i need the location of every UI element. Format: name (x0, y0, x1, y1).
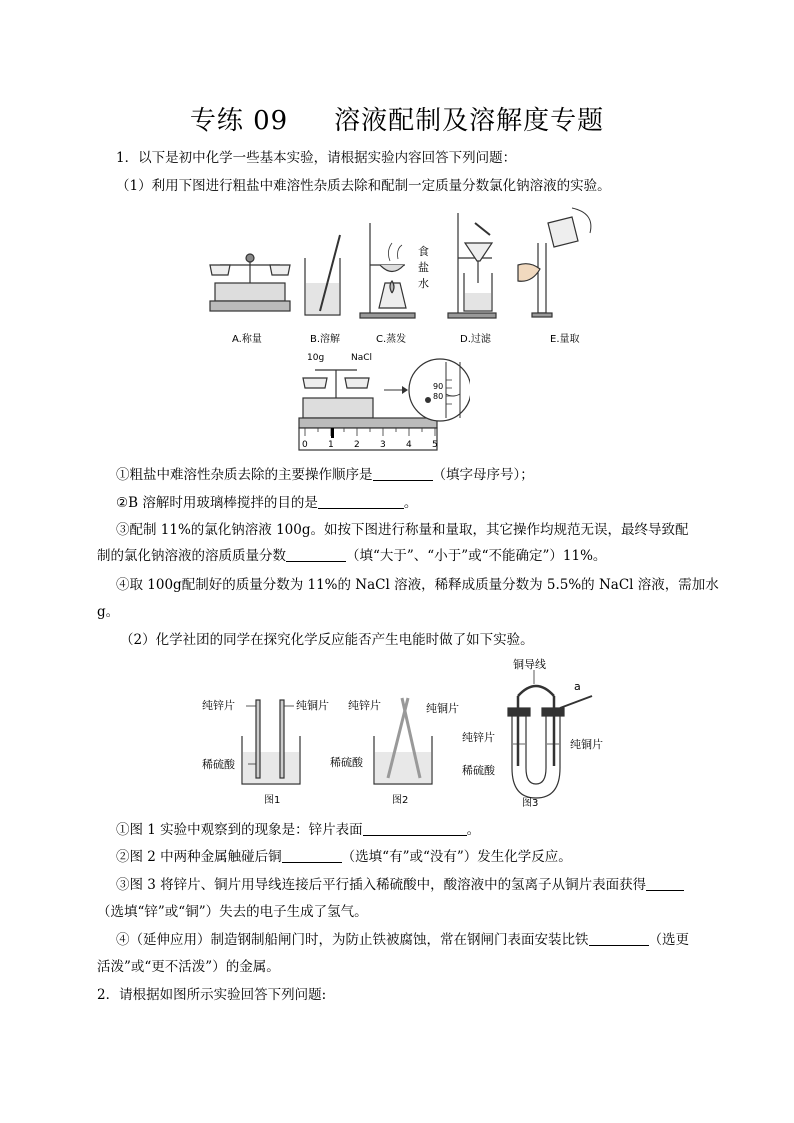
answer-blank-4[interactable] (363, 821, 467, 836)
label-filter: D.过滤 (460, 334, 491, 345)
weight-label: 10g (307, 353, 325, 363)
fig3-copper-label: 纯铜片 (570, 738, 603, 751)
q1-t3a (116, 876, 684, 894)
answer-blank-5[interactable] (282, 848, 342, 863)
salt-water-char-3: 水 (418, 277, 429, 290)
measuring-illustration (518, 208, 591, 317)
figure-apparatus-row (200, 203, 600, 353)
q1-t3b: （选填“锌”或“铜”）失去的电子生成了氢气。 (97, 904, 368, 920)
s1-text-a: ①粗盐中难溶性杂质去除的主要操作顺序是 (116, 467, 373, 483)
balance-illustration (210, 254, 290, 311)
t2-text-b: （选填“有”或“没有”）发生化学反应。 (341, 849, 572, 865)
fig3-acid-label: 稀硫酸 (462, 764, 495, 777)
ruler-0: 0 (302, 440, 308, 450)
figure-cylinder-reading (380, 350, 470, 430)
nacl-label: NaCl (351, 353, 373, 363)
fig2-zinc-label: 纯锌片 (348, 699, 381, 712)
answer-blank-3[interactable] (286, 547, 346, 562)
q1-s2 (116, 494, 417, 512)
ruler-5: 5 (432, 440, 438, 450)
label-measure: E.量取 (550, 334, 580, 345)
salt-water-char-2: 盐 (418, 261, 429, 274)
q1-stem: 1．以下是初中化学一些基本实验，请根据实验内容回答下列问题： (116, 150, 517, 166)
salt-water-char-1: 食 (418, 245, 429, 258)
q2-stem: 2．请根据如图所示实验回答下列问题: (97, 987, 327, 1003)
eye-icon (425, 397, 431, 403)
ruler-2: 2 (354, 440, 360, 450)
caption-fig1: 图1 (264, 795, 281, 806)
page-title (0, 100, 794, 137)
title-code: 专练 09 (189, 106, 289, 136)
cyl-80: 80 (433, 392, 444, 401)
t1-text-b: 。 (466, 822, 481, 838)
cyl-90: 90 (433, 382, 444, 391)
ruler-4: 4 (406, 440, 412, 450)
t4-text-b: （选更 (648, 932, 689, 948)
fig1-copper-label: 纯铜片 (296, 699, 329, 712)
q1-t4a (116, 931, 689, 949)
t3-text-a: ③图 3 将锌片、铜片用导线连接后平行插入稀硫酸中，酸溶液中的氢离子从铜片表面获得 (116, 877, 647, 893)
label-dissolve: B.溶解 (310, 334, 341, 345)
s3-text-c: （填“大于”、“小于”或“不能确定”）11%。 (346, 548, 607, 564)
q1-t1 (116, 821, 480, 839)
q1-s4b: g。 (97, 604, 120, 620)
fig3-a-label: a (574, 680, 581, 693)
figure-electrochem (200, 656, 630, 811)
answer-blank-6[interactable] (646, 876, 684, 891)
t2-text-a: ②图 2 中两种金属触碰后铜 (116, 849, 282, 865)
q1-t2 (116, 848, 572, 866)
beaker-dissolve-illustration (305, 235, 340, 315)
t4-text-a: ④（延伸应用）制造钢制船闸门时，为防止铁被腐蚀，常在钢闸门表面安装比铁 (116, 932, 589, 948)
q1-s3b (97, 547, 606, 565)
caption-fig2: 图2 (392, 795, 409, 806)
q1-part1: （1）利用下图进行粗盐中难溶性杂质去除和配制一定质量分数氯化钠溶液的实验。 (116, 178, 611, 194)
ruler-1: 1 (328, 440, 334, 450)
fig1-zinc-label: 纯锌片 (202, 699, 235, 712)
q1-t4c: 活泼”或“更不活泼”）的金属。 (97, 959, 280, 975)
evaporation-illustration (360, 223, 415, 318)
fig1-acid-label: 稀硫酸 (202, 758, 235, 771)
fig2-copper-label: 纯铜片 (426, 702, 459, 715)
fig3-zinc-label: 纯锌片 (462, 731, 495, 744)
s2-text-a: ②B 溶解时用玻璃棒搅拌的目的是 (116, 495, 318, 511)
caption-fig3: 图3 (522, 798, 539, 809)
t1-text-a: ①图 1 实验中观察到的现象是：锌片表面 (116, 822, 363, 838)
answer-blank-1[interactable] (373, 466, 433, 481)
q1-s1 (116, 466, 534, 484)
label-weighing: A.称量 (232, 334, 262, 345)
answer-blank-7[interactable] (589, 931, 649, 946)
filtration-illustration (448, 213, 496, 318)
q1-part2: （2）化学社团的同学在探究化学反应能否产生电能时做了如下实验。 (120, 632, 534, 648)
s3-text-b: 制的氯化钠溶液的溶质质量分数 (97, 548, 286, 564)
label-evaporate: C.蒸发 (376, 334, 407, 345)
fig3-wire-label: 铜导线 (513, 658, 546, 671)
s1-text-b: （填字母序号）； (432, 467, 534, 483)
s2-text-b: 。 (403, 495, 418, 511)
ruler-3: 3 (380, 440, 386, 450)
answer-blank-2[interactable] (318, 494, 404, 509)
q1-s4a: ④取 100g配制好的质量分数为 11%的 NaCl 溶液，稀释成质量分数为 5.5%的 NaCl 溶液，需加水 (116, 577, 719, 593)
fig2-acid-label: 稀硫酸 (330, 756, 363, 769)
q1-s3a: ③配制 11%的氯化钠溶液 100g。如按下图进行称量和量取，其它操作均规范无误，最终导致配 (116, 522, 689, 538)
title-name: 溶液配制及溶解度专题 (334, 106, 605, 136)
